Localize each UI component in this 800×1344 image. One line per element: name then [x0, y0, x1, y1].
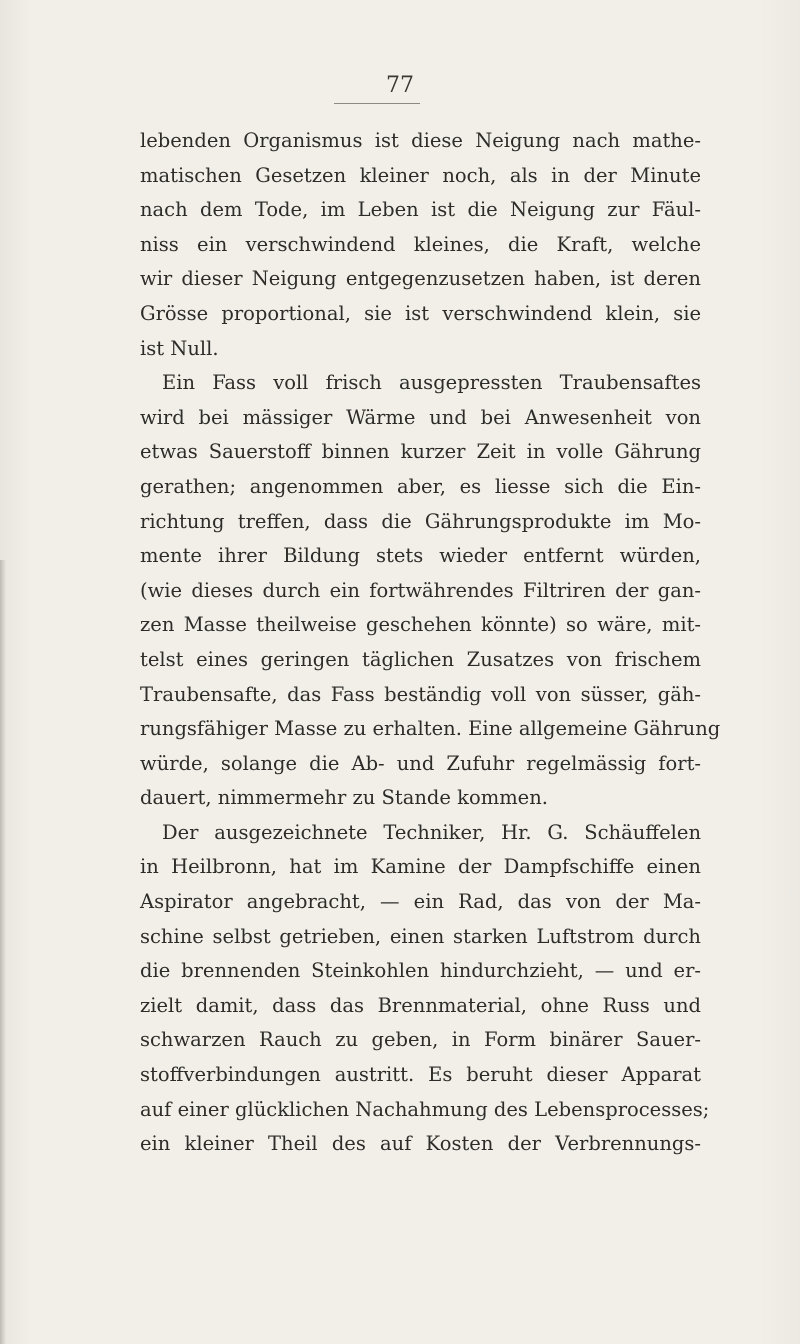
text-line: mente ihrer Bildung stets wieder entfernt würden,	[140, 544, 701, 568]
text-line: nach dem Tode, im Leben ist die Neigung zur Fäul-	[140, 198, 701, 222]
text-line: wir dieser Neigung entgegenzusetzen haben, ist deren	[140, 267, 701, 291]
text-line: Aspirator angebracht, — ein Rad, das von der Ma-	[140, 890, 701, 914]
text-line: Traubensafte, das Fass beständig voll von süsser, gäh-	[140, 682, 701, 706]
text-line: auf einer glücklichen Nachahmung des Lebensprocesses;	[140, 1097, 710, 1121]
text-line: richtung treffen, dass die Gährungsprodukte im Mo-	[140, 509, 701, 533]
text-line: Grösse proportional, sie ist verschwindend klein, sie	[140, 301, 701, 325]
text-line: Der ausgezeichnete Techniker, Hr. G. Schäuffelen	[162, 820, 701, 844]
text-line: etwas Sauerstoff binnen kurzer Zeit in volle Gährung	[140, 440, 701, 464]
text-line: dauert, nimmermehr zu Stande kommen.	[140, 786, 548, 810]
text-line: ein kleiner Theil des auf Kosten der Verbrennungs-	[140, 1132, 701, 1156]
text-line: gerathen; angenommen aber, es liesse sich die Ein-	[140, 474, 701, 498]
text-line: rungsfähiger Masse zu erhalten. Eine allgemeine Gährung	[140, 717, 721, 741]
text-line: die brennenden Steinkohlen hindurchzieht, — und er-	[140, 959, 701, 983]
text-line: telst eines geringen täglichen Zusatzes von frischem	[140, 647, 701, 671]
text-line: zen Masse theilweise geschehen könnte) so wäre, mit-	[140, 613, 701, 637]
text-line: lebenden Organismus ist diese Neigung nach mathe-	[140, 129, 701, 152]
body-text	[140, 124, 721, 1162]
text-line: ist Null.	[140, 336, 219, 360]
text-line: zielt damit, dass das Brennmaterial, ohne Russ und	[140, 993, 701, 1017]
text-line: wird bei mässiger Wärme und bei Anwesenheit von	[140, 405, 701, 429]
text-line: stoffverbindungen austritt. Es beruht dieser Apparat	[140, 1063, 701, 1087]
text-line: niss ein verschwindend kleines, die Kraft, welche	[140, 232, 701, 256]
text-line: schwarzen Rauch zu geben, in Form binärer Sauer-	[140, 1028, 701, 1052]
text-line: würde, solange die Ab- und Zufuhr regelmässig fort-	[140, 751, 701, 775]
header-rule	[334, 103, 420, 104]
text-line: Ein Fass voll frisch ausgepressten Traubensaftes	[162, 371, 701, 395]
binding-shadow	[0, 560, 6, 1344]
text-line: (wie dieses durch ein fortwährendes Filtriren der gan-	[140, 578, 701, 602]
text-line: in Heilbronn, hat im Kamine der Dampfschiffe einen	[140, 855, 701, 879]
text-line: matischen Gesetzen kleiner noch, als in der Minute	[140, 163, 701, 187]
text-line: schine selbst getrieben, einen starken Luftstrom durch	[140, 924, 701, 948]
page-number: 77	[386, 73, 414, 98]
